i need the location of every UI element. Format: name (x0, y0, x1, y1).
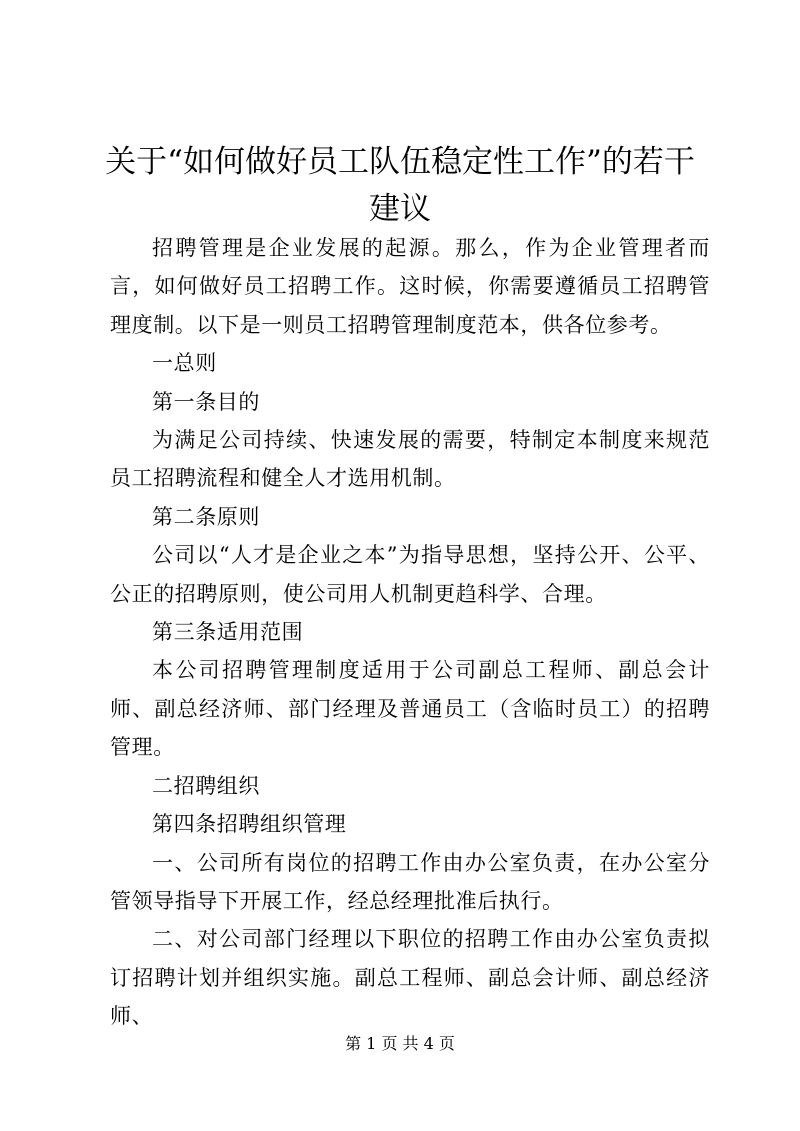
section-heading-general: 一总则 (152, 351, 217, 376)
paragraph-article-1: 为满足公司持续、快速发展的需要，特制定本制度来规范员工招聘流程和健全人才选用机制。 (110, 428, 710, 491)
document-body (110, 229, 710, 1036)
article-heading-1: 第一条目的 (152, 389, 260, 414)
page-footer: 第 1 页 共 4 页 (345, 1034, 455, 1053)
paragraph-article-2: 公司以“人才是企业之本”为指导思想，坚持公开、公平、公正的招聘原则，使公司用人机制更趋科学、合理。 (110, 543, 710, 606)
document-title-line2: 建议 (369, 191, 431, 227)
article-heading-2: 第二条原则 (152, 504, 260, 529)
article-heading-4: 第四条招聘组织管理 (152, 812, 347, 837)
section-heading-recruitment: 二招聘组织 (152, 773, 260, 798)
paragraph-article-4-item-1: 一、公司所有岗位的招聘工作由办公室负责，在办公室分管领导指导下开展工作，经总经理批准后执行。 (110, 850, 710, 913)
article-heading-3: 第三条适用范围 (152, 620, 304, 645)
paragraph-article-3: 本公司招聘管理制度适用于公司副总工程师、副总会计师、副总经济师、部门经理及普通员工（含临时员工）的招聘管理。 (110, 658, 710, 760)
paragraph-article-4-item-2: 二、对公司部门经理以下职位的招聘工作由办公室负责拟订招聘计划并组织实施。副总工程师、副总会计师、副总经济师、 (110, 927, 710, 1029)
document-title-line1: 关于“如何做好员工队伍稳定性工作”的若干 (105, 144, 695, 180)
paragraph-intro: 招聘管理是企业发展的起源。那么，作为企业管理者而言，如何做好员工招聘工作。这时候，你需要遵循员工招聘管理度制。以下是一则员工招聘管理制度范本，供各位参考。 (110, 236, 710, 337)
